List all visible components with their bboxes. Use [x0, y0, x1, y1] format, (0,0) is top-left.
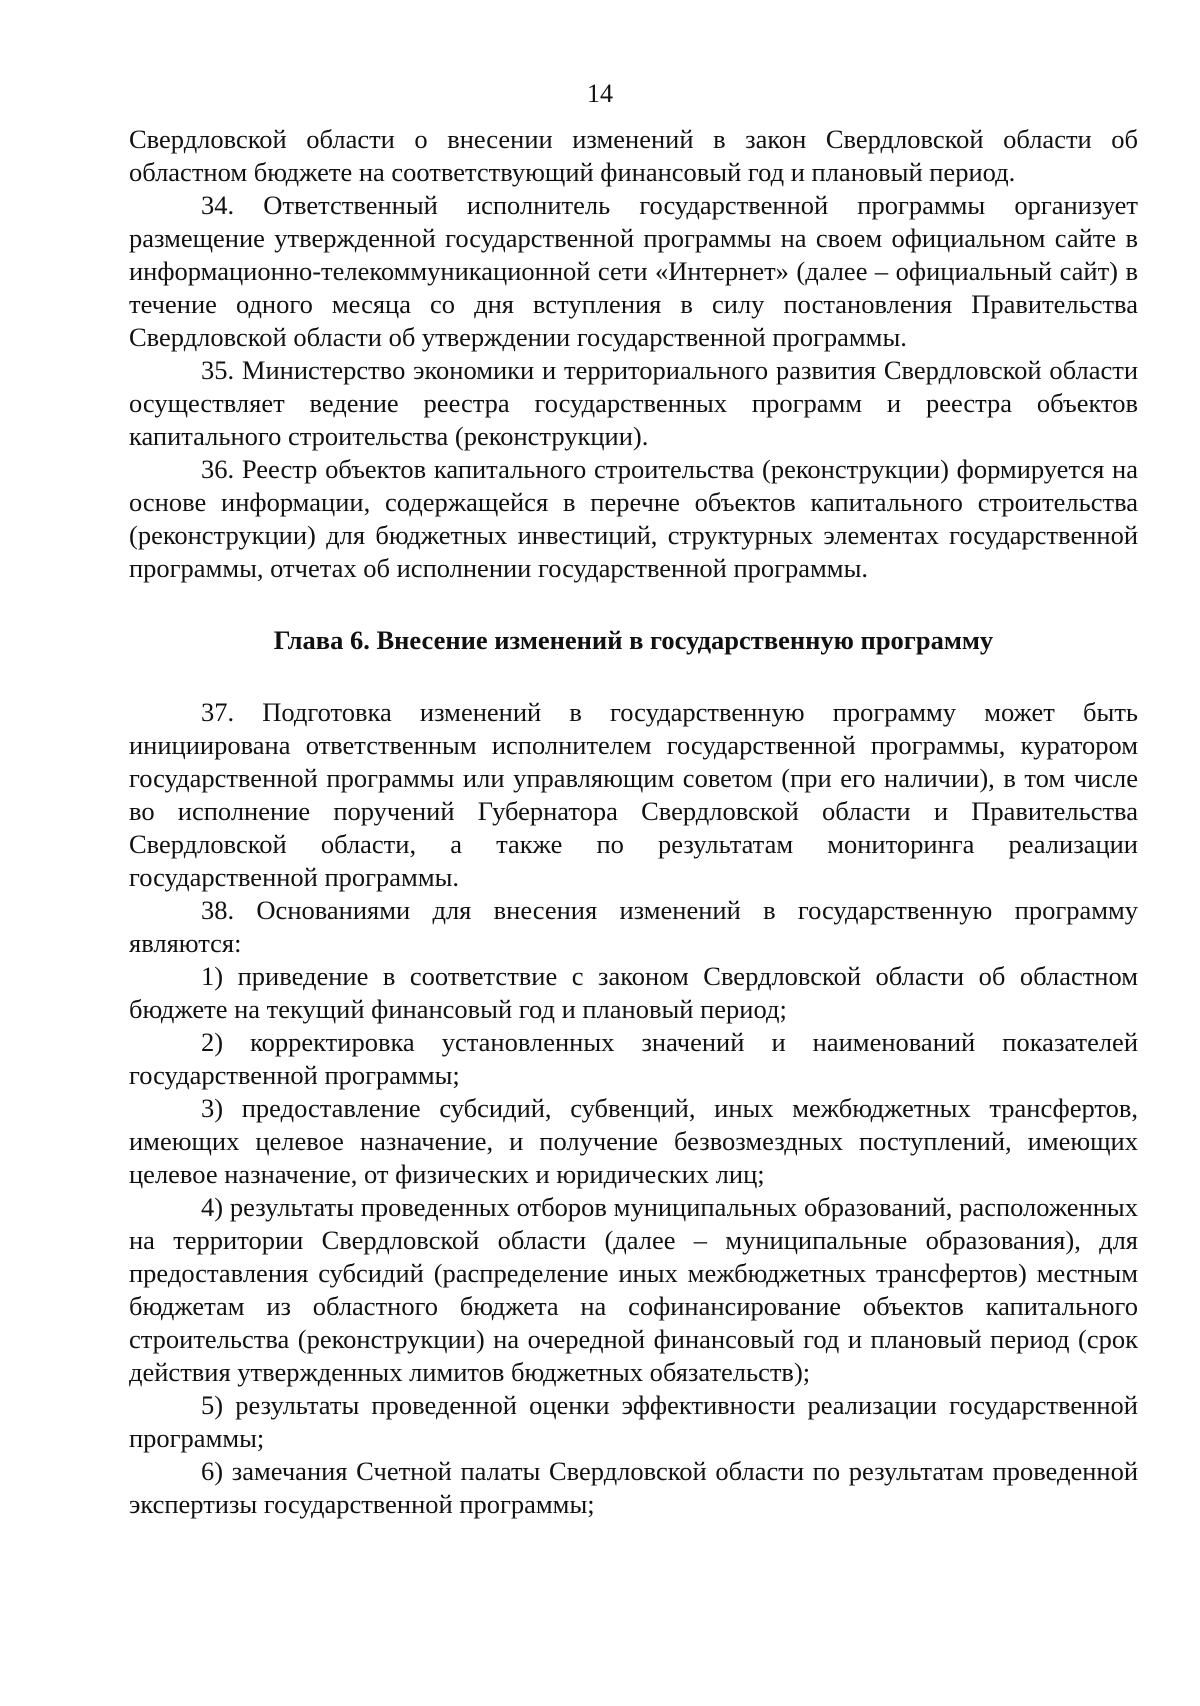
list-item-1: 1) приведение в соответствие с законом Свердловской области об областном бюджете на текущий финансовый год и плановый период;: [129, 961, 1138, 1024]
paragraph-34: 34. Ответственный исполнитель государственной программы организует размещение утвержденной государственной программы на своем официальном сайте в информационно-телекоммуникационной сети «Интернет» (далее – официальный сайт) в течение одного месяца со дня вступления в силу постановления Правительства Свердловской области об утверждении государственной программы.: [129, 190, 1138, 352]
list-item-5: 5) результаты проведенной оценки эффективности реализации государственной программы;: [129, 1390, 1138, 1453]
paragraph-36: 36. Реестр объектов капитального строительства (реконструкции) формируется на основе информации, содержащейся в перечне объектов капитального строительства (реконструкции) для бюджетных инвестиций, структурных элементах государственной программы, отчетах об исполнении государственной программы.: [129, 454, 1138, 583]
page-number: 14: [587, 79, 613, 108]
list-item-2: 2) корректировка установленных значений и наименований показателей государственной программы;: [129, 1027, 1138, 1090]
paragraph-38: 38. Основаниями для внесения изменений в государственную программу являются:: [129, 895, 1138, 958]
list-item-6: 6) замечания Счетной палаты Свердловской области по результатам проведенной экспертизы государственной программы;: [129, 1456, 1138, 1519]
paragraph-37: 37. Подготовка изменений в государственную программу может быть инициирована ответственным исполнителем государственной программы, куратором государственной программы или управляющим советом (при его наличии), в том числе во исполнение поручений Губернатора Свердловской области и Правительства Свердловской области, а также по результатам мониторинга реализации государственной программы.: [129, 697, 1138, 892]
chapter-heading: Глава 6. Внесение изменений в государственную программу: [273, 625, 994, 655]
paragraph-continuation: Свердловской области о внесении изменений в закон Свердловской области об областном бюджете на соответствующий финансовый год и плановый период.: [129, 124, 1138, 187]
list-item-3: 3) предоставление субсидий, субвенций, иных межбюджетных трансфертов, имеющих целевое назначение, и получение безвозмездных поступлений, имеющих целевое назначение, от физических и юридических лиц;: [129, 1093, 1138, 1189]
document-body: [129, 123, 1138, 1521]
list-item-4: 4) результаты проведенных отборов муниципальных образований, расположенных на территории Свердловской области (далее – муниципальные образования), для предоставления субсидий (распределение иных межбюджетных трансфертов) местным бюджетам из областного бюджета на софинансирование объектов капитального строительства (реконструкции) на очередной финансовый год и плановый период (срок действия утвержденных лимитов бюджетных обязательств);: [129, 1192, 1138, 1387]
paragraph-35: 35. Министерство экономики и территориального развития Свердловской области осуществляет ведение реестра государственных программ и реестра объектов капитального строительства (реконструкции).: [129, 355, 1138, 451]
